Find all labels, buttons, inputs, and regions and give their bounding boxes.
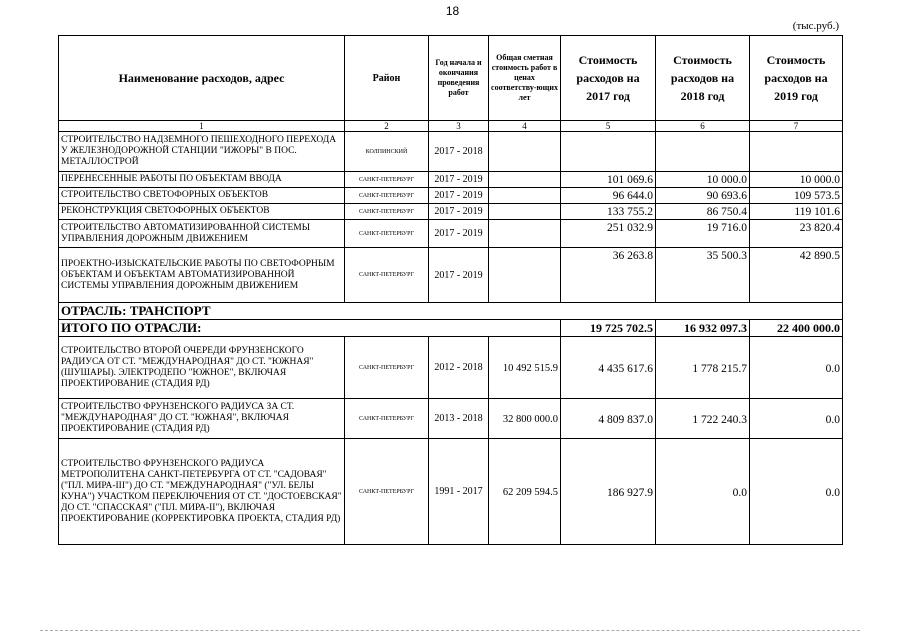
table-row — [59, 132, 843, 172]
column-number: 2 — [345, 121, 429, 132]
estimate-cell — [489, 188, 561, 204]
header-period: Год начала и окончания проведения работ — [429, 36, 489, 121]
page-number: 18 — [445, 4, 460, 18]
estimate-cell — [489, 172, 561, 188]
table-row — [59, 399, 843, 439]
expense-name: ПЕРЕНЕСЕННЫЕ РАБОТЫ ПО ОБЪЕКТАМ ВВОДА — [59, 172, 345, 188]
expense-name: ПРОЕКТНО-ИЗЫСКАТЕЛЬСКИЕ РАБОТЫ ПО СВЕТОФОРНЫМ ОБЪЕКТАМ И ОБЪЕКТАМ АВТОМАТИЗИРОВАННОЙ СИСТЕМЫ УПРАВЛЕНИЯ ДОРОЖНЫМ ДВИЖЕНИЕМ — [59, 248, 345, 303]
header-name: Наименование расходов, адрес — [59, 36, 345, 121]
expense-name: СТРОИТЕЛЬСТВО ВТОРОЙ ОЧЕРЕДИ ФРУНЗЕНСКОГО РАДИУСА ОТ СТ. "МЕЖДУНАРОДНАЯ" ДО СТ. "ЮЖНАЯ" (ШУШАРЫ). ЭЛЕКТРОДЕПО "ЮЖНОЕ", ВКЛЮЧАЯ ПРОЕКТИРОВАНИЕ (СТАДИЯ РД) — [59, 337, 345, 399]
cost-2018-cell: 90 693.6 — [656, 188, 750, 204]
period-cell: 2017 - 2019 — [429, 204, 489, 220]
cost-2018-cell: 35 500.3 — [656, 248, 750, 303]
period-cell: 2017 - 2019 — [429, 248, 489, 303]
district-cell: САНКТ-ПЕТЕРБУРГ — [345, 172, 429, 188]
estimate-cell: 32 800 000.0 — [489, 399, 561, 439]
district-cell: САНКТ-ПЕТЕРБУРГ — [345, 188, 429, 204]
table-row — [59, 220, 843, 248]
cost-2019-cell: 42 890.5 — [750, 248, 843, 303]
district-cell: КОЛПИНСКИЙ — [345, 132, 429, 172]
cost-2017-cell: 96 644.0 — [561, 188, 656, 204]
cost-2017-cell: 4 809 837.0 — [561, 399, 656, 439]
cost-2017-cell: 36 263.8 — [561, 248, 656, 303]
column-number: 5 — [561, 121, 656, 132]
column-number: 6 — [656, 121, 750, 132]
page-edge-divider — [40, 630, 860, 631]
period-cell: 2017 - 2018 — [429, 132, 489, 172]
estimate-cell: 10 492 515.9 — [489, 337, 561, 399]
district-cell: САНКТ-ПЕТЕРБУРГ — [345, 220, 429, 248]
cost-2017-cell: 101 069.6 — [561, 172, 656, 188]
expense-name: СТРОИТЕЛЬСТВО ФРУНЗЕНСКОГО РАДИУСА МЕТРОПОЛИТЕНА САНКТ-ПЕТЕРБУРГА ОТ СТ. "САДОВАЯ" ("ПЛ. МИРА-III") ДО СТ. "МЕЖДУНАРОДНАЯ" ("УЛ. БЕЛЫ КУНА") УЧАСТКОМ ПЕРЕКЛЮЧЕНИЯ ОТ СТ. "ДОСТОЕВСКАЯ" ДО СТ. "СПАССКАЯ" ("ПЛ. МИРА-II"), ВКЛЮЧАЯ ПРОЕКТИРОВАНИЕ (КОРРЕКТИРОВКА ПРОЕКТА, СТАДИЯ РД) — [59, 439, 345, 545]
table-row — [59, 172, 843, 188]
column-number: 1 — [59, 121, 345, 132]
expense-name: СТРОИТЕЛЬСТВО АВТОМАТИЗИРОВАННОЙ СИСТЕМЫ УПРАВЛЕНИЯ ДОРОЖНЫМ ДВИЖЕНИЕМ — [59, 220, 345, 248]
cost-2019-cell — [750, 132, 843, 172]
cost-2018-cell: 86 750.4 — [656, 204, 750, 220]
cost-2017-cell: 133 755.2 — [561, 204, 656, 220]
district-cell: САНКТ-ПЕТЕРБУРГ — [345, 399, 429, 439]
cost-2017-cell — [561, 132, 656, 172]
column-number: 3 — [429, 121, 489, 132]
total-cost-2017: 19 725 702.5 — [561, 320, 656, 337]
table-row — [59, 439, 843, 545]
cost-2019-cell: 10 000.0 — [750, 172, 843, 188]
expense-name: СТРОИТЕЛЬСТВО ФРУНЗЕНСКОГО РАДИУСА ЗА СТ. "МЕЖДУНАРОДНАЯ" ДО СТ. "ЮЖНАЯ", ВКЛЮЧАЯ ПРОЕКТИРОВАНИЕ (СТАДИЯ РД) — [59, 399, 345, 439]
header-cost-2018: Стоимость расходов на 2018 год — [656, 36, 750, 121]
units-label: (тыс.руб.) — [792, 20, 839, 32]
total-cost-2019: 22 400 000.0 — [750, 320, 843, 337]
header-cost-2019: Стоимость расходов на 2019 год — [750, 36, 843, 121]
cost-2017-cell: 4 435 617.6 — [561, 337, 656, 399]
cost-2019-cell: 23 820.4 — [750, 220, 843, 248]
cost-2019-cell: 0.0 — [750, 439, 843, 545]
cost-2019-cell: 0.0 — [750, 337, 843, 399]
cost-2018-cell: 10 000.0 — [656, 172, 750, 188]
cost-2018-cell: 0.0 — [656, 439, 750, 545]
table-row — [59, 337, 843, 399]
total-label: ИТОГО ПО ОТРАСЛИ: — [59, 320, 561, 337]
expense-name: СТРОИТЕЛЬСТВО НАДЗЕМНОГО ПЕШЕХОДНОГО ПЕРЕХОДА У ЖЕЛЕЗНОДОРОЖНОЙ СТАНЦИИ "ИЖОРЫ" В ПОС. МЕТАЛЛОСТРОЙ — [59, 132, 345, 172]
period-cell: 1991 - 2017 — [429, 439, 489, 545]
district-cell: САНКТ-ПЕТЕРБУРГ — [345, 248, 429, 303]
cost-2018-cell: 19 716.0 — [656, 220, 750, 248]
period-cell: 2017 - 2019 — [429, 188, 489, 204]
district-cell: САНКТ-ПЕТЕРБУРГ — [345, 439, 429, 545]
estimate-cell: 62 209 594.5 — [489, 439, 561, 545]
column-number: 7 — [750, 121, 843, 132]
table-row — [59, 188, 843, 204]
cost-2017-cell: 251 032.9 — [561, 220, 656, 248]
period-cell: 2013 - 2018 — [429, 399, 489, 439]
expense-name: СТРОИТЕЛЬСТВО СВЕТОФОРНЫХ ОБЪЕКТОВ — [59, 188, 345, 204]
district-cell: САНКТ-ПЕТЕРБУРГ — [345, 204, 429, 220]
header-district: Район — [345, 36, 429, 121]
total-cost-2018: 16 932 097.3 — [656, 320, 750, 337]
cost-2018-cell — [656, 132, 750, 172]
period-cell: 2012 - 2018 — [429, 337, 489, 399]
header-estimate: Общая сметная стоимость работ в ценах соответству-ющих лет — [489, 36, 561, 121]
cost-2019-cell: 109 573.5 — [750, 188, 843, 204]
cost-2019-cell: 0.0 — [750, 399, 843, 439]
cost-2018-cell: 1 778 215.7 — [656, 337, 750, 399]
column-number: 4 — [489, 121, 561, 132]
district-cell: САНКТ-ПЕТЕРБУРГ — [345, 337, 429, 399]
period-cell: 2017 - 2019 — [429, 172, 489, 188]
estimate-cell — [489, 220, 561, 248]
table-row — [59, 248, 843, 303]
cost-2019-cell: 119 101.6 — [750, 204, 843, 220]
estimate-cell — [489, 204, 561, 220]
cost-2018-cell: 1 722 240.3 — [656, 399, 750, 439]
section-label: ОТРАСЛЬ: ТРАНСПОРТ — [59, 303, 843, 320]
header-row — [59, 36, 843, 121]
expense-table — [58, 35, 843, 545]
cost-2017-cell: 186 927.9 — [561, 439, 656, 545]
section-row — [59, 303, 843, 320]
header-cost-2017: Стоимость расходов на 2017 год — [561, 36, 656, 121]
total-row — [59, 320, 843, 337]
table-row — [59, 204, 843, 220]
period-cell: 2017 - 2019 — [429, 220, 489, 248]
estimate-cell — [489, 132, 561, 172]
column-number-row — [59, 121, 843, 132]
estimate-cell — [489, 248, 561, 303]
expense-name: РЕКОНСТРУКЦИЯ СВЕТОФОРНЫХ ОБЪЕКТОВ — [59, 204, 345, 220]
